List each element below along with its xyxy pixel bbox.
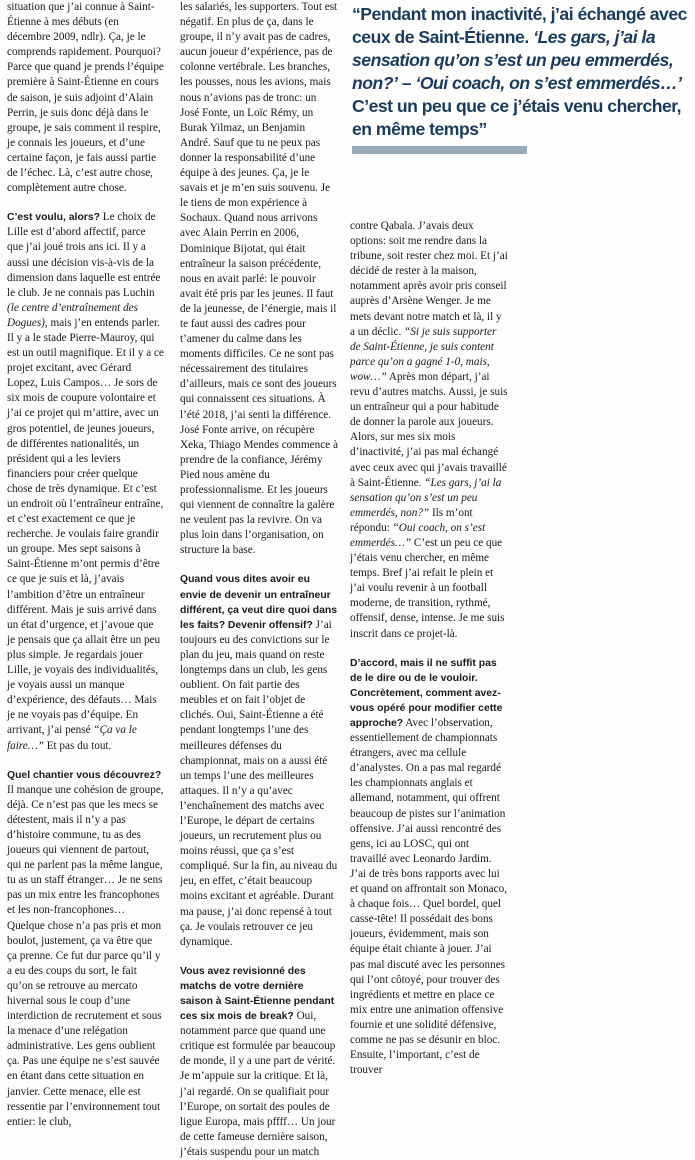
column-3	[350, 219, 508, 1078]
pull-quote-tail: C’est un peu que ce j’étais venu chercher, en même temps”	[352, 96, 682, 139]
answer-italic: “Oui coach, on s’est emmerdés…”	[350, 521, 486, 549]
answer-text: Oui, notamment parce que quand une critique est formulée par beaucoup de monde, il y a une part de vérité. Je m’appuie sur la critique. Et là, j’ai regardé. On se qualifiait pour l’Europe, on sortait des poules de ligue Europa, mais pffff… Un jour de cette fameuse dernière saison, j’étais suspendu pour un match	[180, 1010, 336, 1158]
pull-quote-italic: ‘Les gars, j’ai la sensation qu’on s’est un peu emmerdés, non?’	[352, 27, 674, 93]
answer-text: C’est un peu ce que j’étais venu chercher, en même temps. Bref j’ai refait le plein et j’ai voulu revenir à un football moderne, de transition, rythmé, offensif, dense, intense. Je me suis inscrit dans ce projet-là.	[350, 536, 505, 640]
answer-italic: “Les gars, j’ai la sensation qu’on s’est un peu emmerdés, non?”	[350, 476, 502, 519]
paragraph: les salariés, les supporters. Tout est négatif. En plus de ça, dans le groupe, il n’y avait pas de cadres, aucun joueur d’expérience, pas de colonne vertébrale. Les branches, les pousses, nous les avions, mais nous n’avions pas de tronc: un José Fonte, un Loïc Rémy, un Burak Yilmaz, un Benjamin André. Sauf que tu ne peux pas donner la responsabilité d’une équipe à des jeunes. Ça, je le savais et je m’en suis souvenu. Je le tiens de mon expérience à Sochaux. Quand nous arrivons avec Alain Perrin en 2006, Dominique Bijotat, qui était entraîneur la saison précédente, nous en avait parlé: le pouvoir avait été pris par les jeunes. Il faut de la jeunesse, de l’énergie, mais il te faut aussi des cadres pour t’amener du calme dans les moments difficiles. Ce ne sont pas nécessairement des titulaires d’ailleurs, mais ce sont des joueurs qui connaissent ces situations. À l’été 2018, j’ai senti la différence. José Fonte arrive, on récupère Xeka, Thiago Mendes commence à prendre de la confiance, Jérémy Pied nous amène du professionnalisme. Et les joueurs qui viennent de connaître la galère ne veulent pas la revivre. On va plus loin dans l’organisation, on structure la base.	[180, 1, 338, 557]
answer-text: , mais j’en entends parler. Il y a le stade Pierre-Mauroy, qui est un outil magnifique. Et il y a ce projet excitant, avec Gérard Lopez, Luis Campos… Je sors de six mois de coupure volontaire et j’ai ce projet qui m’attire, avec un gros potentiel, de jeunes joueurs, de différentes nationalités, un président qui a les leviers financiers pour créer quelque chose de très dynamique. Et c’est un endroit où l’entraîneur entraîne, et c’est exactement ce que je recherche. Je voulais faire grandir un groupe. Mes sept saisons à Saint-Étienne m’ont permis d’être ce que je suis et là, j’avais l’ambition d’être un entraîneur différent. Mais je suis arrivé dans un état d’urgence, et j’avoue que je pensais que ça allait être un peu plus simple. Je regardais jouer Lille, je voyais des individualités, je voyais aussi un manque d’expérience, des défauts… Mais je ne voyais pas d’équipe. En arrivant, j’ai pensé	[7, 316, 164, 737]
answer-text: Ils m’ont répondu:	[350, 506, 473, 534]
question: Vous avez revisionné des matchs de votre dernière saison à Saint-Étienne pendant ces six mois de break?	[180, 965, 335, 1023]
paragraph	[7, 210, 164, 753]
paragraph: situation que j’ai connue à Saint-Étienne à mes débuts (en décembre 2009, ndlr). Ça, je le comprends rapidement. Pourquoi? Parce que quand je prends l’équipe première à Saint-Étienne en cours de saison, je suis adjoint d’Alain Perrin, je suis donc déjà dans le groupe, je sais comment il respire, je connais les joueurs, et d’une certaine façon, je fais aussi partie de l’échec. Là, c’est autre chose, complètement autre chose.	[7, 1, 164, 195]
paragraph	[180, 572, 338, 949]
answer-text: J’ai toujours eu des convictions sur le plan du jeu, mais quand on reste longtemps dans un club, les gens oublient. On fait partie des meubles et on fait l’objet de clichés. Oui, Saint-Étienne a été pendant longtemps l’une des meilleures défenses du championnat, mais on a aussi été un temps l’une des meilleures attaques. Il n’y a qu’avec l’enchaînement des matchs avec l’Europe, le départ de certains joueurs, un recrutement plus ou moins réussi, que ça s’est compliqué. Sur la fin, au niveau du jeu, en effet, c’était beaucoup moins excitant et agréable. Durant ma pause, j’ai donc repensé à tout ça. Je voulais retrouver ce jeu dynamique.	[180, 618, 338, 948]
answer-text: contre Qabala. J’avais deux options: soit me rendre dans la tribune, soit rester chez moi. Et j’ai décidé de rester à la maison, notamment après avoir pris conseil auprès d’Arsène Wenger. Je me mets devant notre match et là, il y a un déclic.	[350, 220, 508, 338]
pull-quote-dash: –	[397, 73, 416, 93]
question: D’accord, mais il ne suffit pas de le dire ou de le vouloir. Concrètement, comment avez-vous opéré pour modifier cette approche?	[350, 657, 503, 729]
column-2	[180, 0, 338, 1160]
question: Quand vous dites avoir eu envie de devenir un entraîneur différent, ça veut dire quoi dans les faits? Devenir offensif?	[180, 574, 338, 631]
paragraph	[180, 964, 338, 1160]
pull-quote-divider	[352, 146, 527, 154]
answer-text: Après mon départ, j’ai revu d’autres matchs. Aussi, je suis un entraîneur qui a pour habitude de donner la parole aux joueurs. Alors, sur mes six mois d’inactivité, j’ai pas mal échangé avec ceux avec qui j’avais travaillé à Saint-Étienne.	[350, 370, 508, 489]
question: Quel chantier vous découvrez?	[7, 769, 162, 781]
pull-quote	[352, 3, 690, 141]
column-1	[7, 0, 164, 1130]
answer-italic: “Si je suis supporter de Saint-Étienne, je suis content parce qu’on a gagné 1-0, mais, wow…”	[350, 325, 497, 383]
answer-text: Avec l’observation, essentiellement de championnats étrangers, avec ma cellule d’analystes. On a pas mal regardé les championnats anglais et allemand, notamment, qui offrent beaucoup de pistes sur l’animation offensive. J’ai aussi rencontré des gens, ici au LOSC, qui ont travaillé avec Leonardo Jardim. J’ai de très bons rapports avec lui et quand on affrontait son Monaco, à chaque fois… Quel bordel, quel casse-tête! Il possédait des bons joueurs, évidemment, mais son équipe était chiante à jouer. J’ai pas mal discuté avec les personnes qui l’ont côtoyé, pour trouver des ingrédients et mettre en place ce mix entre une animation offensive fournie et une solidité défensive, comme ne pas se désunir en bloc. Ensuite, l’important, c’est de trouver	[350, 717, 508, 1077]
pull-quote-italic: ‘Oui coach, on s’est emmerdés…’	[415, 73, 682, 93]
answer-text: Le choix de Lille est d’abord affectif, parce que j’ai joué trois ans ici. Il y a aussi une décision vis-à-vis de la dimension dans laquelle est entrée le club. Je ne connais pas Luchin	[7, 211, 161, 299]
paragraph	[350, 656, 508, 1079]
pull-quote-lead: “Pendant mon inactivité, j’ai échangé avec ceux de Saint-Étienne.	[352, 4, 687, 47]
answer-text: Et pas du tout.	[43, 739, 112, 752]
answer-italic: “Ça va le faire…”	[7, 724, 137, 752]
answer-italic: (le centre d’entraînement des Dogues)	[7, 301, 138, 329]
paragraph	[350, 219, 508, 642]
question: C’est voulu, alors?	[7, 212, 100, 224]
paragraph: Il manque une cohésion de groupe, déjà. Ce n’est pas que les mecs se détestent, mais il n’y a pas d’histoire commune, tu as des joueurs qui viennent de partout, qui ne parlent pas la même langue, tu as un staff étranger… Je ne sens pas un mix entre les francophones et les non-francophones… Quelque chose n’a pas pris et mon boulot, justement, ça va être que ça prenne. Ce fut dur parce qu’il y a eu des coups du sort, le fait qu’on se retrouve au mercato hivernal sous le coup d’une interdiction de recrutement et sous la menace d’une relégation administrative. Les gens oublient ça. Pas une équipe ne s’est sauvée en étant dans cette situation en janvier. Cette menace, elle est ressentie par l’environnement tout entier: le club,	[7, 783, 164, 1128]
